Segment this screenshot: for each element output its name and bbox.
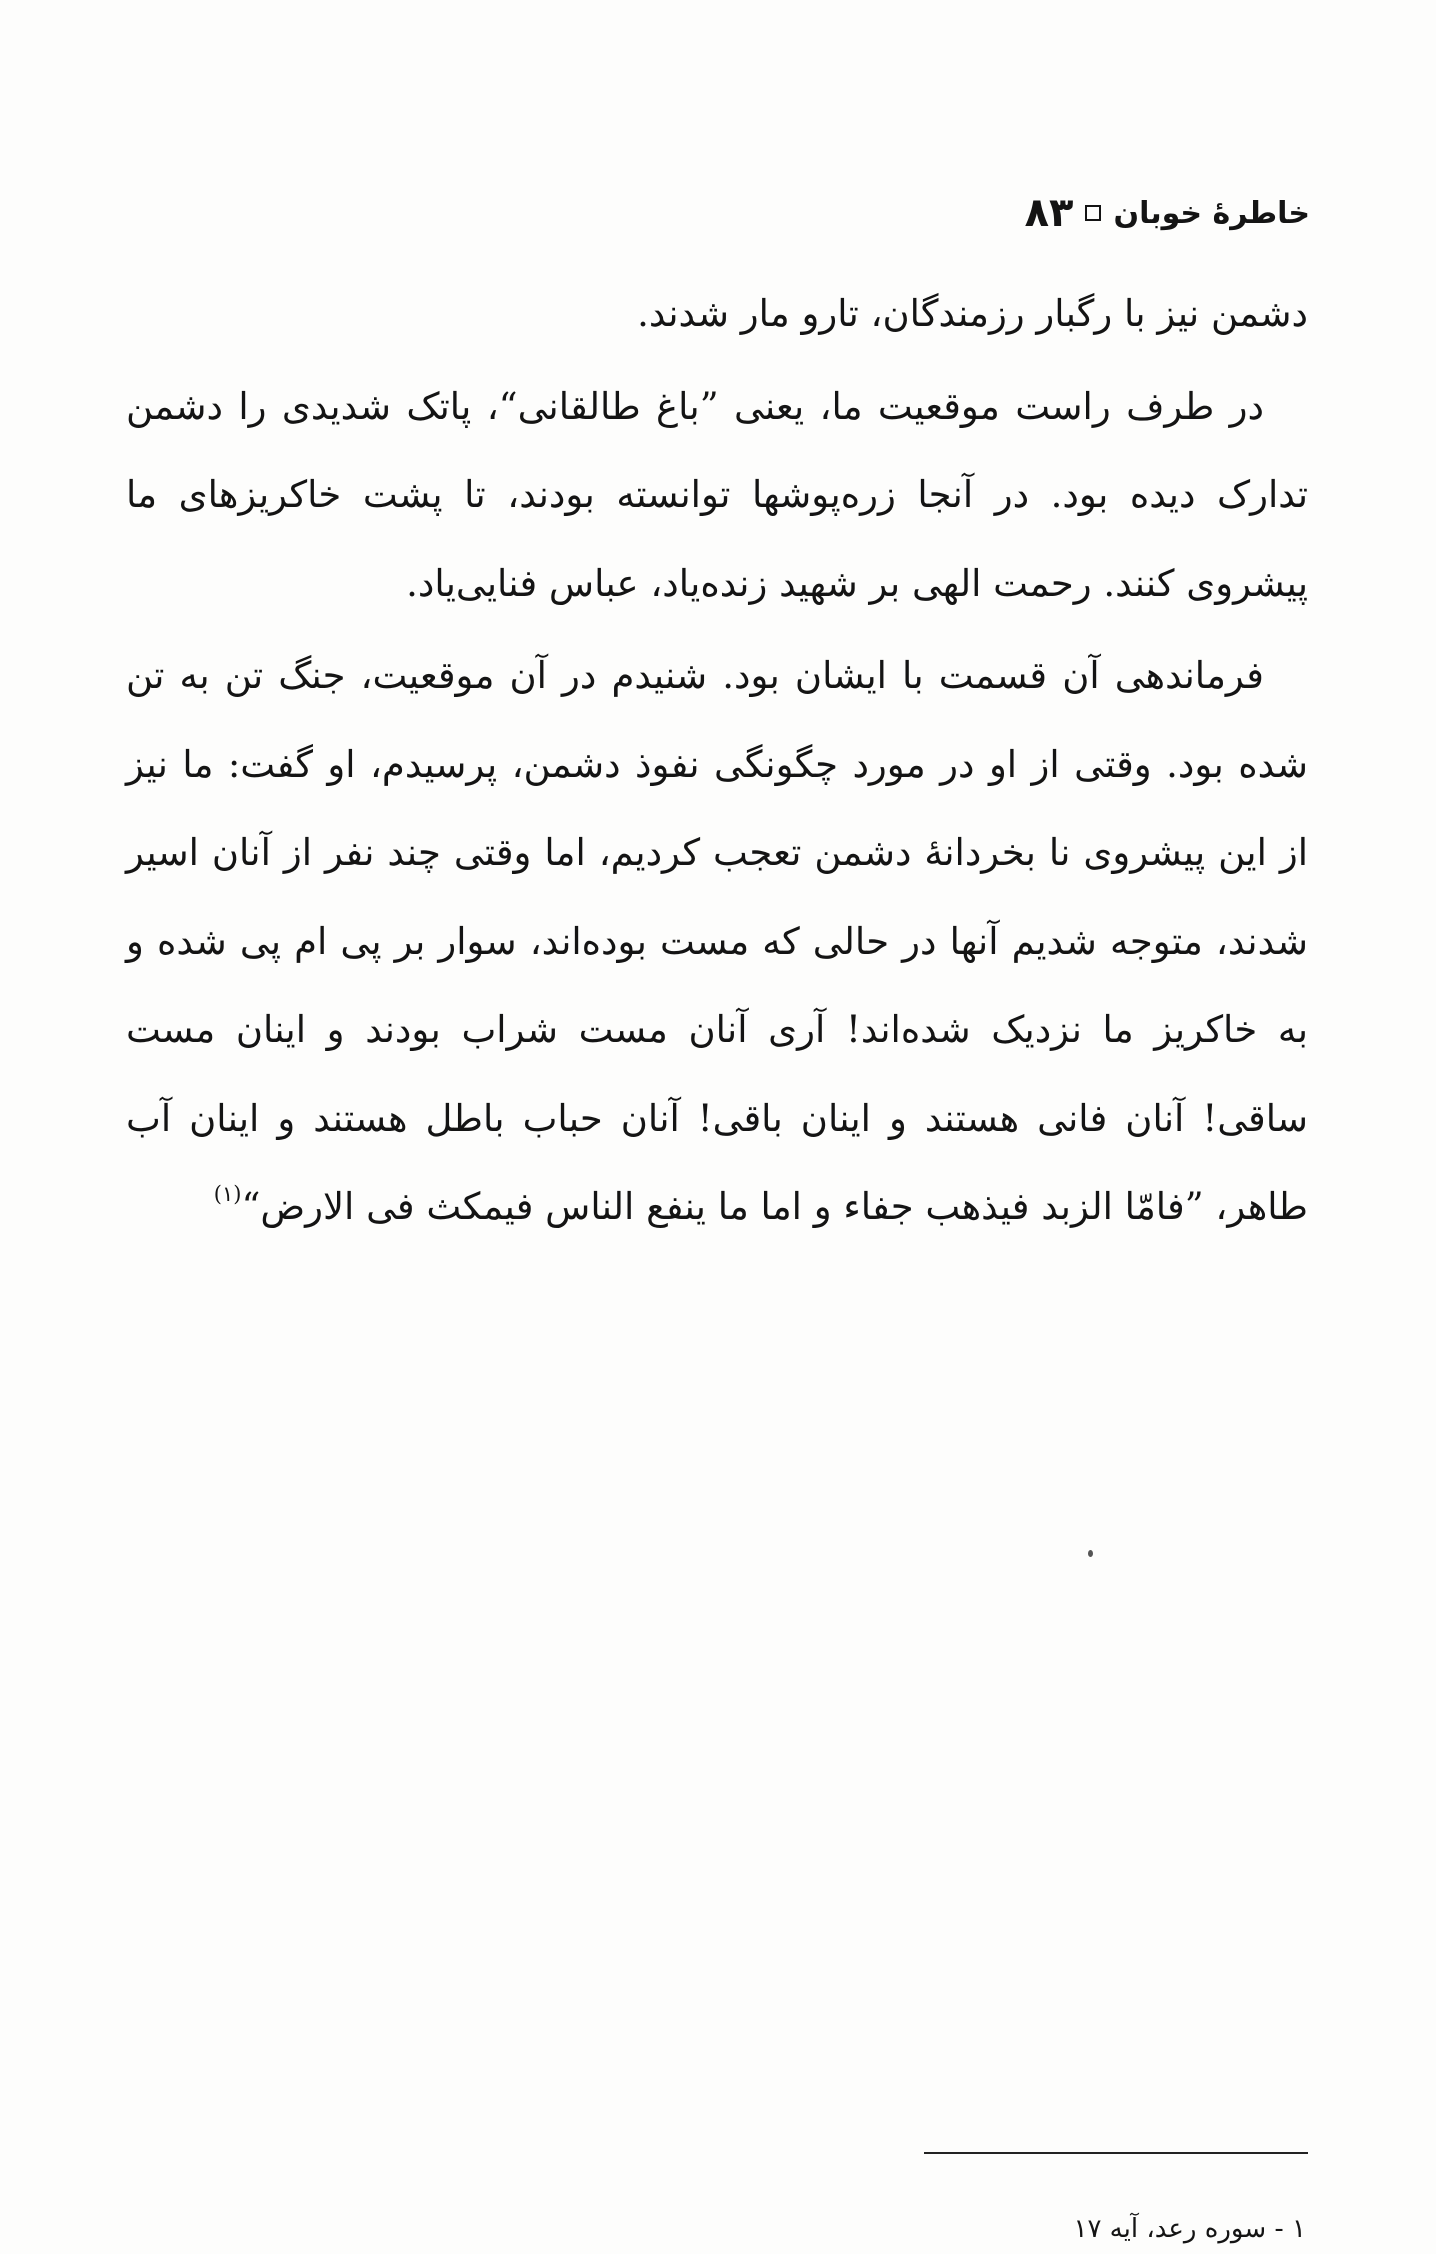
footnote: ۱ - سوره رعد، آیه ۱۷ bbox=[1073, 2214, 1306, 2244]
book-title: خاطرۀ خوبان bbox=[1113, 195, 1310, 231]
footnote-divider bbox=[924, 2152, 1308, 2154]
square-separator-icon bbox=[1085, 205, 1101, 221]
footnote-reference: (۱) bbox=[213, 1182, 242, 1206]
paragraph-2: در طرف راست موقعیت ما، یعنی ”باغ طالقانی“، پاتک شدیدی را دشمن تدارک دیده بود. در آنجا زره‌پوشها توانسته بودند، تا پشت خاکریزهای ما پیشروی کنند. رحمت الهی بر شهید زنده‌یاد، عباس فنایی‌یاد. bbox=[126, 384, 1308, 605]
body-text bbox=[126, 270, 1308, 1252]
running-header bbox=[1025, 190, 1310, 236]
paragraph-3-text: فرماندهی آن قسمت با ایشان بود. شنیدم در آن موقعیت، جنگ تن به تن شده بود. وقتی از او در مورد چگونگی نفوذ دشمن، پرسیدم، او گفت: ما نیز از این پیشروی نا بخردانۀ دشمن تعجب کردیم، اما وقتی چند نفر از آنان اسیر شدند، متوجه شدیم آنها در حالی که مست بوده‌اند، سوار بر پی ام پی شده و به خاکریز ما نزدیک شده‌اند! آری آنان مست شراب بودند و اینان مست ساقی! آنان فانی هستند و اینان باقی! آنان حباب باطل هستند و اینان آب طاهر، ”فامّا الزبد فیذهب جفاء و اما ما ینفع الناس فیمکث فی الارض“ bbox=[126, 654, 1308, 1228]
paper-speck bbox=[1088, 1550, 1093, 1557]
page-number: ۸۳ bbox=[1024, 190, 1074, 236]
paragraph-3 bbox=[126, 632, 1308, 1252]
paragraph-1: دشمن نیز با رگبار رزمندگان، تارو مار شدند. bbox=[637, 292, 1308, 335]
